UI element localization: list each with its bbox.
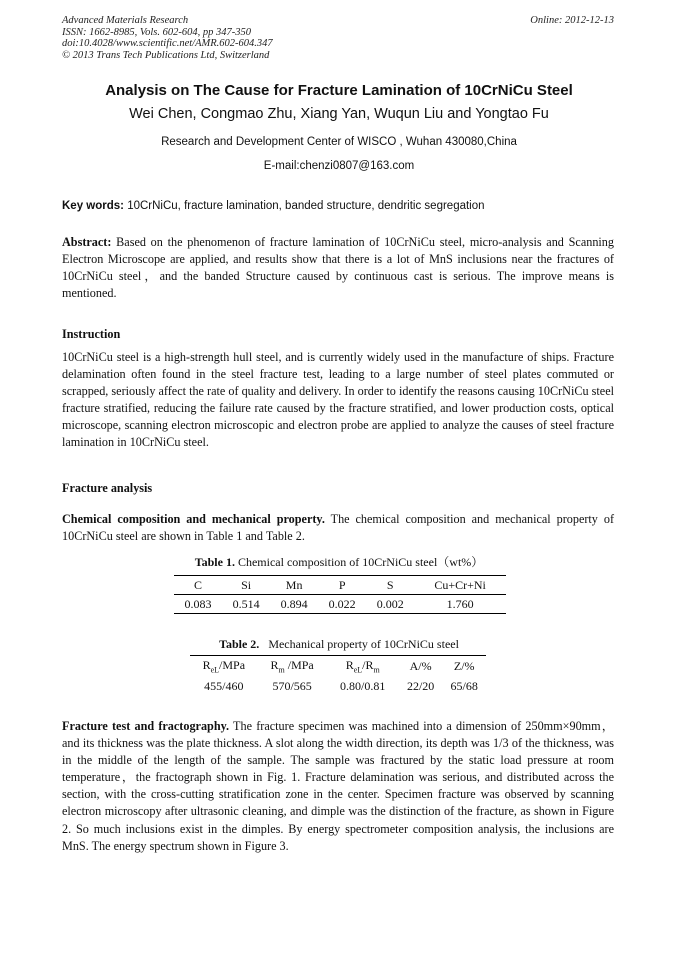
keywords xyxy=(62,200,485,212)
table1-value-cell: 1.760 xyxy=(446,596,474,611)
table1 xyxy=(174,575,506,614)
chem-composition-text: The chemical composition and mechanical property of 10CrNiCu steel are shown in Table 1 and Table 2. xyxy=(62,512,615,544)
table1-header-cell: S xyxy=(366,576,414,595)
journal-name: Advanced Materials Research xyxy=(62,15,189,26)
table2-header-row xyxy=(190,656,486,677)
fracture-test-label: Fracture test and fractography. xyxy=(62,719,230,733)
chem-composition-paragraph xyxy=(62,511,614,545)
abstract-text: Based on the phenomenon of fracture lamination of 10CrNiCu steel, micro-analysis and Scanning Electron Microscope are applied, and results show that there is a lot of MnS inclusions near the fractures of 10CrNiCu steel，and the banded Structure caused by continuous cast is serious. The improve means is mentioned. xyxy=(62,235,614,301)
table1-header-cell: Mn xyxy=(270,576,318,595)
table1-value-cell: 0.514 xyxy=(232,596,260,611)
doi-line: doi:10.4028/www.scientific.net/AMR.602-604.347 xyxy=(62,38,273,49)
journal-header xyxy=(62,15,273,61)
affiliation: Research and Development Center of WISCO , Wuhan 430080,China xyxy=(161,136,517,148)
keywords-text: 10CrNiCu, fracture lamination, banded structure, dendritic segregation xyxy=(124,200,485,212)
table2-value-cell: 0.80/0.81 xyxy=(340,678,386,693)
table1-caption xyxy=(0,553,678,570)
table2-value-cell: 570/565 xyxy=(272,678,312,693)
table2-value-cell: 455/460 xyxy=(204,678,244,693)
abstract-label: Abstract: xyxy=(62,235,112,249)
contact-email: E-mail:chenzi0807@163.com xyxy=(263,160,415,172)
fracture-analysis-heading: Fracture analysis xyxy=(62,481,153,495)
table2-caption-label: Table 2. xyxy=(219,637,260,651)
issn-line: ISSN: 1662-8985, Vols. 602-604, pp 347-350 xyxy=(62,26,251,38)
table1-header-cell: Cu+Cr+Ni xyxy=(414,576,506,595)
table2-value-cell: 65/68 xyxy=(450,678,478,693)
table1-value-cell: 0.894 xyxy=(280,596,308,611)
instruction-text: 10CrNiCu steel is a high-strength hull steel, and is currently widely used in the manufacture of ships. Fracture delamination often found in the steel fracture test, leading to a large number of steel plates commuted or scrapped, seriously affect the rate of quality and delivery. In order to identify the reasons causing 10CrNiCu steel fracture stratified, reducing the failure rate caused by the fracture stratified, and lower production costs, optical microscope, scanning electron microscopic and electron probe are applied to analyze the causes of steel fracture lamination in 10CrNiCu steel. xyxy=(62,350,614,450)
paper-title: Analysis on The Cause for Fracture Lamination of 10CrNiCu Steel xyxy=(105,82,573,99)
table2-header-cell: A/% xyxy=(409,658,432,673)
table2 xyxy=(190,655,486,696)
table2-caption-text: Mechanical property of 10CrNiCu steel xyxy=(268,637,459,651)
abstract xyxy=(62,234,614,302)
fracture-test-paragraph xyxy=(62,718,614,855)
fracture-test-text: The fracture specimen was machined into a dimension of 250mm×90mm，and its thickness was the plate thickness. A slot along the width direction, its depth was 1/3 of the thickness, was in the middle of the length of the sample. The sample was fractured by the static load pressure at room temperature，the fractograph shown in Fig. 1. Fracture delamination was serious, and distributed across the section, with the cross-cutting stratification zone in the center. Specimen fracture was observed by scanning electron microscopy after ultrasonic cleaning, and dimple was the distinction of the fracture, as shown in Figure 2. So much inclusions exist in the dimples. By energy spectrometer composition analysis, the inclusions are MnS. The energy spectrum shown in Figure 3. xyxy=(62,719,614,853)
online-date: Online: 2012-12-13 xyxy=(530,15,614,26)
table2-header-cell: Z/% xyxy=(453,658,475,673)
table2-value-cell: 22/20 xyxy=(406,678,435,693)
table1-value-row xyxy=(174,595,506,614)
table1-caption-label: Table 1. xyxy=(194,555,235,569)
author-list: Wei Chen, Congmao Zhu, Xiang Yan, Wuqun Liu and Yongtao Fu xyxy=(129,106,549,122)
table1-header-cell: C xyxy=(174,576,222,595)
keywords-label: Key words: xyxy=(62,200,124,212)
table2-header-cell: $R_{eL}$/MPa xyxy=(202,657,246,675)
table1-value-cell: 0.083 xyxy=(184,596,212,611)
table2-value-row xyxy=(190,676,486,696)
table1-value-cell: 0.022 xyxy=(328,596,356,611)
instruction-heading: Instruction xyxy=(62,327,121,341)
table1-header-cell: Si xyxy=(222,576,270,595)
table1-caption-text: Chemical composition of 10CrNiCu steel（wt%） xyxy=(234,555,484,569)
copyright-line: © 2013 Trans Tech Publications Ltd, Switzerland xyxy=(62,49,270,61)
table1-value-cell: 0.002 xyxy=(376,596,404,611)
table1-header-row xyxy=(174,576,506,595)
table2-caption xyxy=(0,637,678,652)
table2-header-cell: $R_{eL}/R_m$ xyxy=(345,657,380,675)
table1-header-cell: P xyxy=(318,576,366,595)
table2-header-cell: $R_m$ /MPa xyxy=(270,657,314,675)
chem-composition-label: Chemical composition and mechanical property. xyxy=(62,512,325,526)
